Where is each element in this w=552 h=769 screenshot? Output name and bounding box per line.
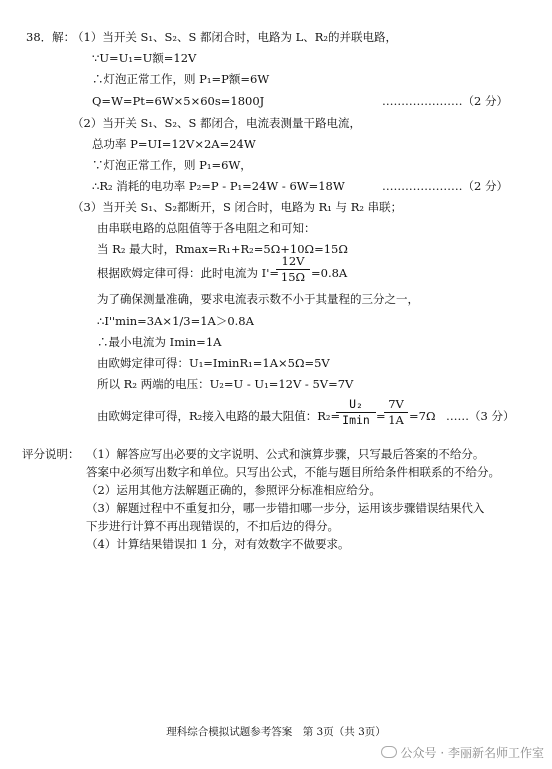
part3-intro: （3）当开关 S₁、S₂都断开，S 闭合时，电路为 R₁ 与 R₂ 串联；	[72, 200, 403, 214]
part3-line3-prefix: 根据欧姆定律可得：此时电流为 I'=	[97, 266, 279, 280]
grading-item: （2）运用其他方法解题正确的，参照评分标准相应给分。	[86, 483, 381, 497]
grading-item: 下步进行计算不再出现错误的，不扣后边的得分。	[86, 519, 339, 533]
part2-line2: ∵灯泡正常工作，则 P₁=6W，	[92, 158, 252, 172]
part3-fraction-resistance-values	[384, 398, 408, 427]
part1-score: …………………（2 分）	[382, 94, 508, 108]
grading-item: 答案中必须写出数字和单位。只写出公式，不能与题目所给条件相联系的不给分。	[86, 465, 500, 479]
wechat-icon	[381, 746, 397, 758]
fraction-numerator: U₂	[349, 397, 363, 411]
fraction-denominator: 1A	[388, 413, 404, 427]
grading-item: （3）解题过程中不重复扣分，哪一步错扣哪一步分，运用该步骤错误结果代入	[86, 501, 485, 515]
part1-line3: Q=W=Pt=6W×5×60s=1800J	[92, 94, 265, 108]
part3-line9-prefix: 由欧姆定律可得，R₂接入电路的最大阻值：R₂=	[97, 409, 341, 423]
watermark-text: 公众号 · 李丽新名师工作室	[400, 746, 544, 760]
fraction-denominator: Imin	[342, 413, 370, 427]
part2-line1: 总功率 P=UI=12V×2A=24W	[92, 137, 256, 151]
part3-score: ……（3 分）	[446, 409, 515, 423]
watermark	[381, 744, 544, 761]
question-label: 38．解：	[26, 30, 76, 44]
page-footer: 理科综合模拟试题参考答案 第 3页（共 3页）	[166, 726, 386, 738]
part3-equals: =	[376, 409, 386, 423]
part3-line2: 当 R₂ 最大时，Rmax=R₁+R₂=5Ω+10Ω=15Ω	[97, 242, 348, 256]
fraction-numerator: 12V	[281, 254, 305, 268]
part2-intro: （2）当开关 S₁、S₂、S 都闭合，电流表测量干路电流，	[72, 116, 361, 130]
part1-intro: （1）当开关 S₁、S₂、S 都闭合时，电路为 L、R₂的并联电路，	[72, 30, 398, 44]
part3-line4: 为了确保测量准确，要求电流表示数不小于其量程的三分之一，	[97, 292, 419, 306]
part3-line6: ∴最小电流为 Imin=1A	[97, 335, 222, 349]
part3-line8: 所以 R₂ 两端的电压：U₂=U - U₁=12V - 5V=7V	[97, 377, 354, 391]
part1-line1: ∵U=U₁=U额=12V	[92, 51, 197, 65]
grading-item: （1）解答应写出必要的文字说明、公式和演算步骤，只写最后答案的不给分。	[86, 447, 485, 461]
part3-line9-suffix: =7Ω	[409, 409, 436, 423]
part2-score: …………………（2 分）	[382, 179, 508, 193]
part3-line1: 由串联电路的总阻值等于各电阻之和可知：	[97, 221, 316, 235]
part3-line5: ∴I''min=3A×1/3=1A＞0.8A	[97, 314, 254, 328]
part3-line3-suffix: =0.8A	[311, 266, 348, 280]
fraction-numerator: 7V	[388, 397, 404, 411]
part3-fraction-resistance-formula	[336, 398, 376, 427]
part1-line2: ∴灯泡正常工作，则 P₁=P额=6W	[92, 72, 270, 86]
part3-line7: 由欧姆定律可得：U₁=IminR₁=1A×5Ω=5V	[97, 356, 330, 370]
grading-item: （4）计算结果错误扣 1 分，对有效数字不做要求。	[86, 537, 350, 551]
grading-title: 评分说明：	[22, 447, 80, 461]
part2-line3: ∴R₂ 消耗的电功率 P₂=P - P₁=24W - 6W=18W	[92, 179, 345, 193]
fraction-denominator: 15Ω	[280, 270, 306, 284]
part3-fraction-current	[276, 255, 310, 284]
